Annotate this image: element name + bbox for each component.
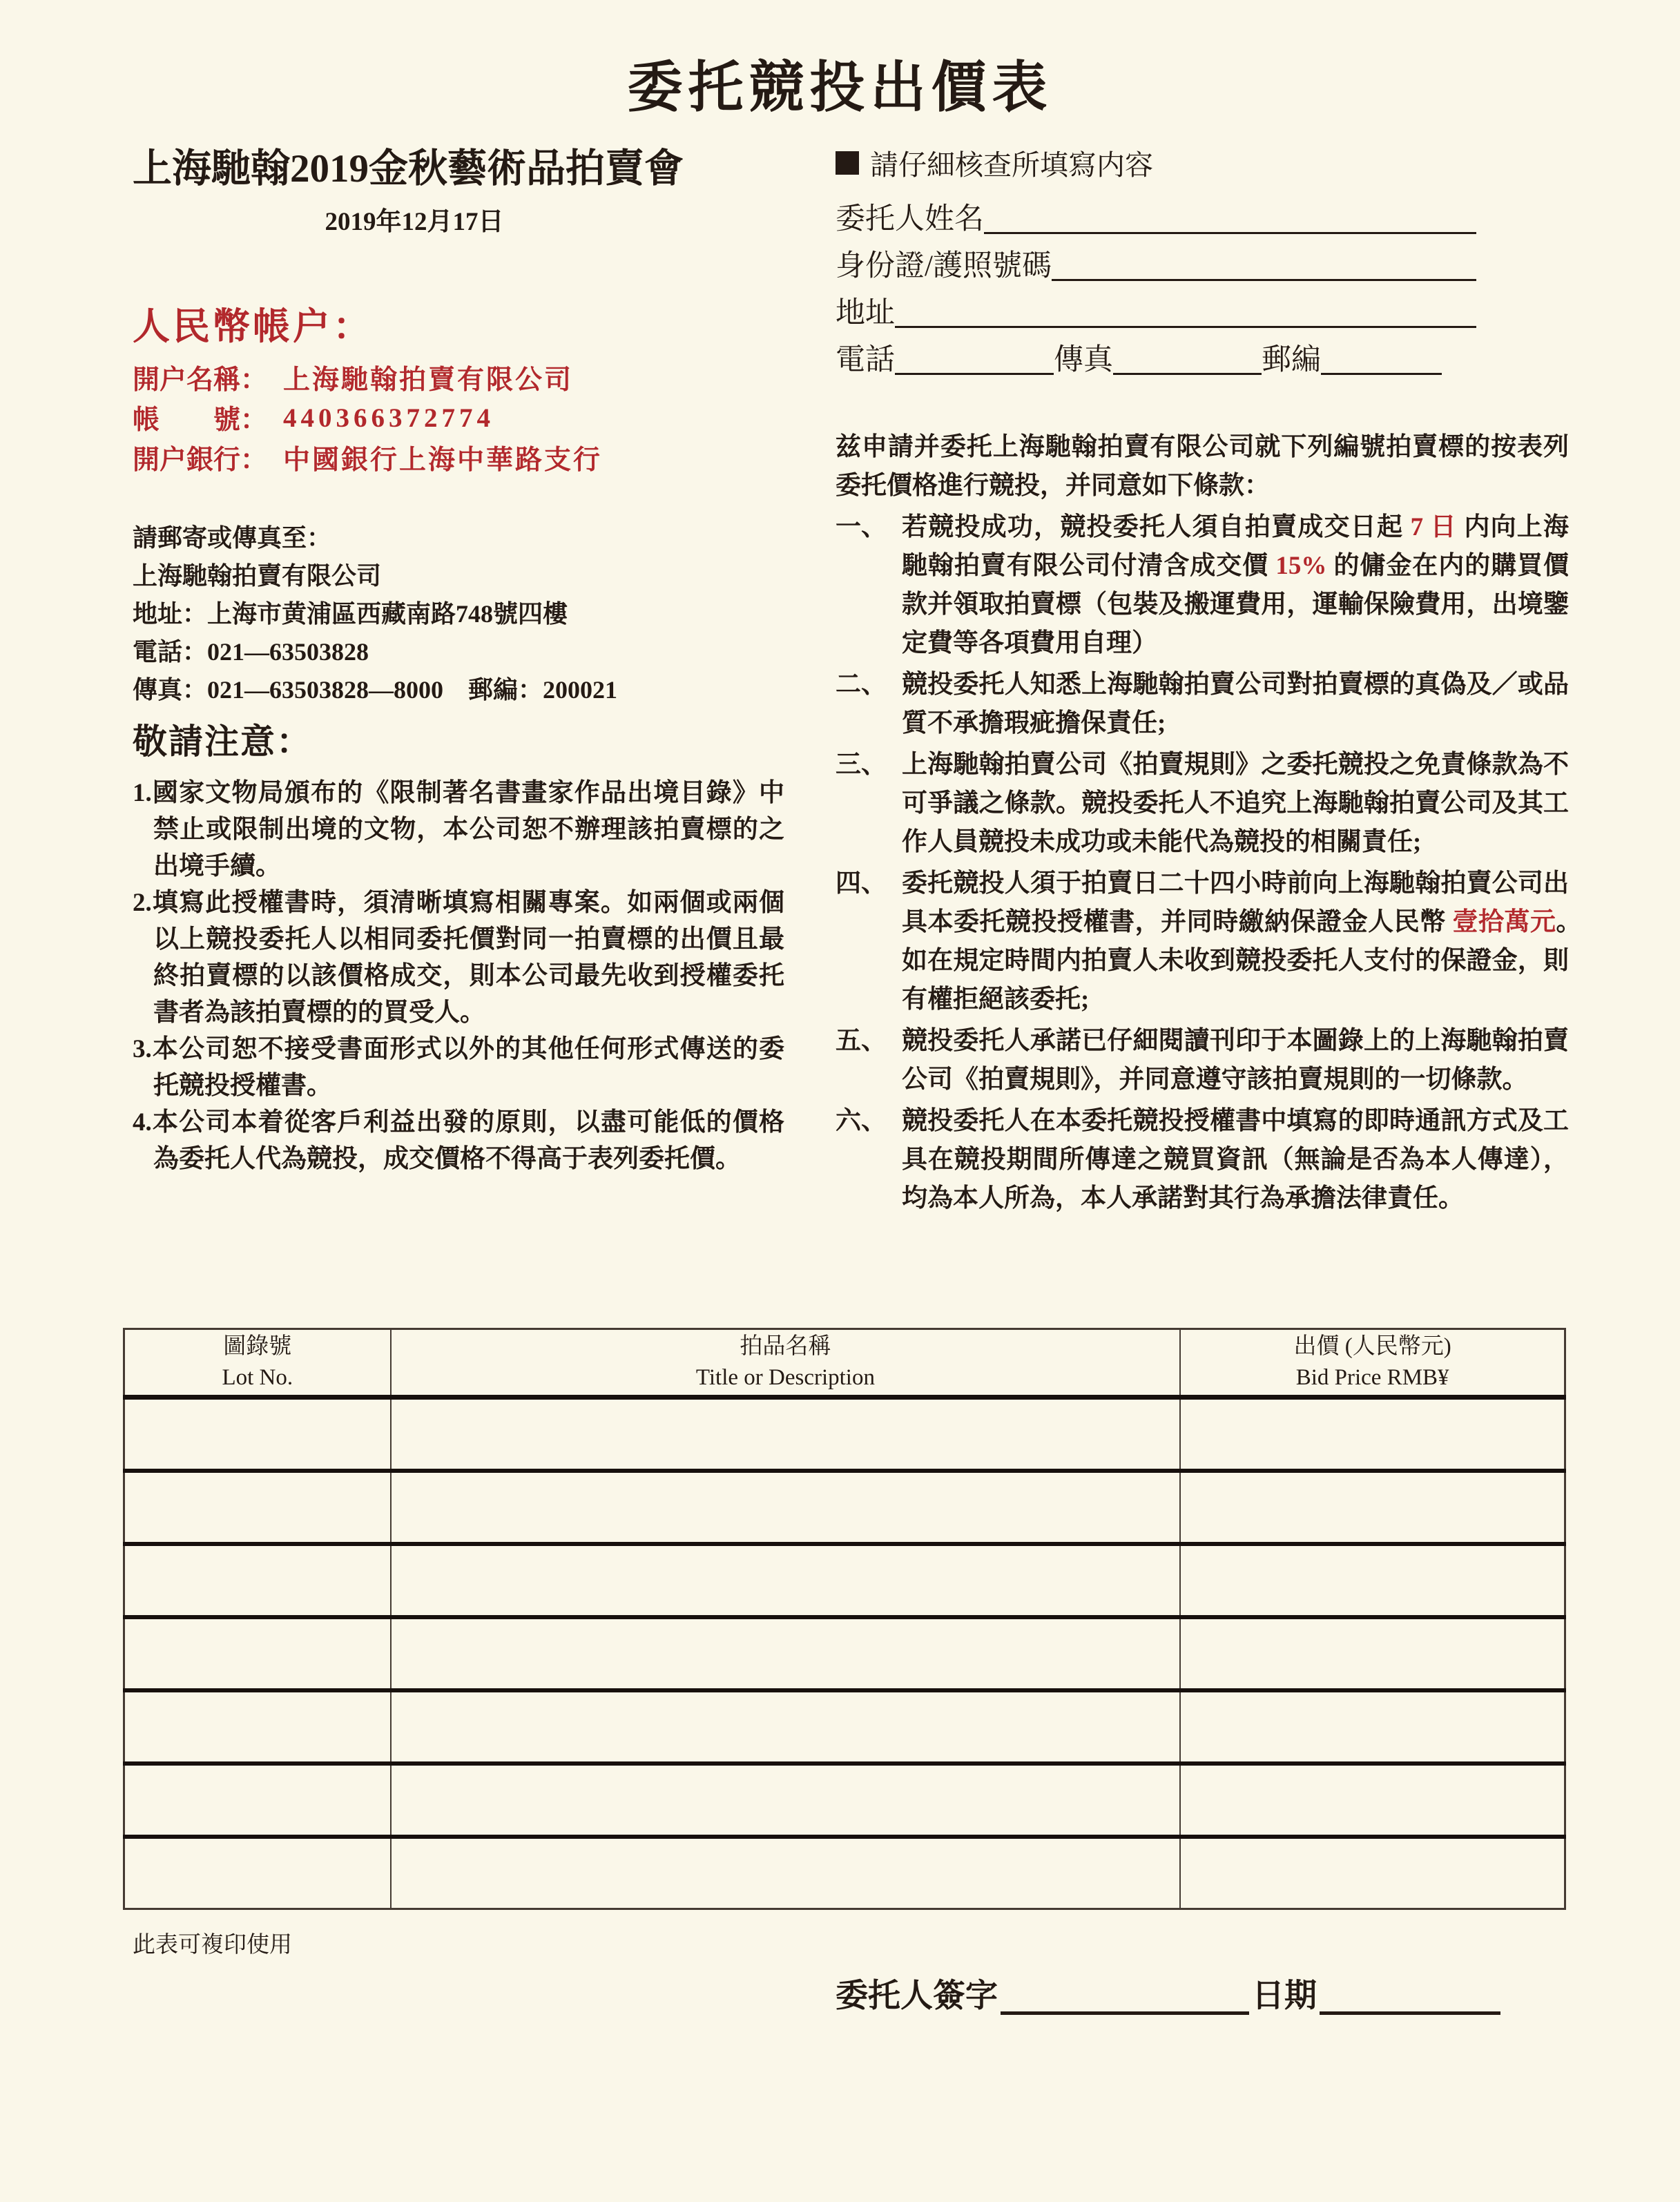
principal-name-blank[interactable] — [984, 225, 1476, 234]
bid-cell[interactable] — [391, 1837, 1181, 1909]
col-header-en: Title or Description — [695, 1365, 875, 1390]
bank-row — [133, 438, 602, 478]
clause-segment: 上海馳翰拍賣公司《拍賣規則》之委托競投之免責條款為不可爭議之條款。競投委托人不追究上海馳翰拍賣公司及其工作人員競投未成功或未能代為競投的相關責任; — [902, 751, 1569, 856]
clause-highlight: 壹拾萬元 — [1452, 908, 1556, 936]
bid-cell[interactable] — [391, 1690, 1181, 1764]
bid-table-row — [124, 1764, 1565, 1837]
signature-blank[interactable] — [1001, 2003, 1249, 2015]
address-row — [836, 283, 1476, 330]
bid-cell[interactable] — [1180, 1398, 1565, 1471]
bid-cell[interactable] — [124, 1837, 391, 1909]
bid-cell[interactable] — [1180, 1617, 1565, 1690]
bank-row-label: 開户銀行： — [133, 445, 268, 475]
bank-row — [133, 358, 602, 398]
col-header-en: Bid Price RMB¥ — [1295, 1365, 1449, 1390]
date-blank[interactable] — [1320, 2003, 1500, 2015]
auction-title: 上海馳翰2019金秋藝術品拍賣會 — [133, 147, 684, 191]
clause-text — [902, 508, 1569, 663]
bid-table-row — [124, 1837, 1565, 1909]
bank-row-value: 上海馳翰拍賣有限公司 — [283, 365, 574, 395]
clause-segment: 競投委托人知悉上海馳翰拍賣公司對拍賣標的真偽及／或品質不承擔瑕疵擔保責任; — [902, 670, 1569, 737]
mailing-line: 電話：021—63503828 — [133, 638, 369, 666]
mailing-line: 上海馳翰拍賣有限公司 — [133, 562, 382, 590]
clause-highlight: 7 日 — [1410, 513, 1457, 541]
bid-table-col-header-3 — [1180, 1329, 1565, 1398]
bid-cell[interactable] — [391, 1544, 1181, 1617]
clause-segment: 内向上海馳翰拍賣有限公司付清含成交價 — [902, 513, 1570, 580]
bid-cell[interactable] — [124, 1764, 391, 1837]
clause-highlight: 15% — [1275, 552, 1327, 580]
clause-text — [902, 1022, 1569, 1099]
signature-row — [836, 1979, 1503, 2015]
bid-cell[interactable] — [1180, 1764, 1565, 1837]
bid-table-row — [124, 1398, 1565, 1471]
bid-table-header-row — [124, 1329, 1565, 1398]
bid-cell[interactable] — [391, 1471, 1181, 1544]
address-label: 地址 — [836, 296, 895, 329]
clause-segment: 委托競投人須于拍賣日二十四小時前向上海馳翰拍賣公司出具本委托競投授權書，并同時繳納保證金人民幣 — [902, 869, 1569, 936]
bid-cell[interactable] — [1180, 1837, 1565, 1909]
bid-table-row — [124, 1544, 1565, 1617]
notice-list — [133, 775, 784, 1177]
clause-item — [836, 666, 1569, 743]
fax-blank[interactable] — [1113, 366, 1262, 375]
phone-fax-zip-row — [836, 330, 1476, 377]
bid-cell[interactable] — [124, 1690, 391, 1764]
notice-item: 1.國家文物局頒布的《限制著名書畫家作品出境目錄》中禁止或限制出境的文物，本公司恕不辦理該拍賣標的之出境手續。 — [133, 779, 784, 880]
clause-text — [902, 865, 1621, 1019]
id-passport-row — [836, 236, 1476, 283]
clause-item — [836, 746, 1569, 862]
bid-cell[interactable] — [391, 1617, 1181, 1690]
id-passport-blank[interactable] — [1052, 272, 1476, 281]
clause-number: 三、 — [836, 751, 887, 779]
bid-cell[interactable] — [124, 1544, 391, 1617]
bid-cell[interactable] — [391, 1398, 1181, 1471]
notice-item: 4.本公司本着從客戶利益出發的原則，以盡可能低的價格為委托人代為競投，成交價格不得高于表列委托價。 — [133, 1108, 784, 1173]
notice-item: 2.填寫此授權書時，須清晰填寫相關專案。如兩個或兩個以上競投委托人以相同委托價對同一拍賣標的出價且最終拍賣標的以該價格成交，則本公司最先收到授權委托書者為該拍賣標的的買受人。 — [133, 889, 784, 1027]
clause-segment: 競投委托人承諾已仔細閱讀刊印于本圖錄上的上海馳翰拍賣公司《拍賣規則》，并同意遵守該拍賣規則的一切條款。 — [902, 1027, 1569, 1094]
bank-row-label: 帳 號： — [133, 405, 268, 435]
clause-item — [836, 508, 1569, 663]
date-label: 日期 — [1252, 1978, 1317, 2014]
page-title: 委托競投出價表 — [627, 58, 1053, 119]
mailing-block — [133, 519, 617, 709]
clause-item — [836, 1102, 1569, 1218]
clause-segment: 。 如在規定時間内拍賣人未收到競投委托人支付的保證金，則有權拒絕該委托; — [902, 908, 1621, 1014]
bid-table-row — [124, 1471, 1565, 1544]
clause-list — [836, 508, 1621, 1218]
clause-segment: 競投委托人在本委托競投授權書中填寫的即時通訊方式及工具在競投期間所傳達之競買資訊（無論是否為本人傳達），均為本人所為，本人承諾對其行為承擔法律責任。 — [902, 1107, 1569, 1213]
mailing-line: 地址：上海市黄浦區西藏南路748號四樓 — [133, 600, 568, 628]
col-header-zh: 拍品名稱 — [740, 1334, 831, 1359]
bid-table-row — [124, 1617, 1565, 1690]
col-header-zh: 出價 (人民幣元) — [1293, 1334, 1451, 1359]
col-header-en: Lot No. — [222, 1365, 293, 1390]
clause-number: 六、 — [836, 1107, 887, 1135]
bid-cell[interactable] — [124, 1398, 391, 1471]
clause-item — [836, 1022, 1569, 1099]
bid-table-col-header-2 — [391, 1329, 1181, 1398]
copy-note: 此表可複印使用 — [133, 1933, 292, 1958]
principal-name-label: 委托人姓名 — [836, 202, 984, 235]
bid-table-row — [124, 1690, 1565, 1764]
bank-row-value: 440366372774 — [283, 403, 494, 433]
check-note-text: 請仔細核查所填寫内容 — [870, 149, 1153, 181]
bid-table-col-header-1 — [124, 1329, 391, 1398]
col-header-zh: 圖錄號 — [223, 1334, 292, 1359]
clause-number: 一、 — [836, 513, 887, 541]
black-square-icon — [836, 151, 859, 175]
clause-text — [902, 746, 1569, 862]
fax-label: 傳真 — [1054, 343, 1113, 376]
signature-label: 委托人簽字 — [836, 1978, 998, 2014]
agreement-intro: 兹申請并委托上海馳翰拍賣有限公司就下列編號拍賣標的按表列委托價格進行競投，并同意如下條款： — [836, 433, 1569, 500]
phone-label: 電話 — [836, 343, 895, 376]
bid-cell[interactable] — [124, 1471, 391, 1544]
bank-row-label: 開户名稱： — [133, 365, 268, 395]
bid-cell[interactable] — [391, 1764, 1181, 1837]
bid-cell[interactable] — [1180, 1471, 1565, 1544]
auction-date: 2019年12月17日 — [325, 208, 504, 236]
mailing-line: 傳真：021—63503828—8000 郵編：200021 — [133, 676, 618, 704]
principal-name-row — [836, 189, 1476, 236]
notice-item: 3.本公司恕不接受書面形式以外的其他任何形式傳送的委托競投授權書。 — [133, 1035, 784, 1100]
bid-table — [123, 1328, 1566, 1910]
clause-text — [902, 666, 1569, 743]
clause-text — [902, 1102, 1569, 1218]
address-blank[interactable] — [895, 319, 1476, 328]
rmb-account-details — [133, 358, 602, 478]
check-note — [836, 142, 1153, 183]
mailing-line: 請郵寄或傳真至： — [133, 524, 332, 552]
clause-number: 五、 — [836, 1027, 887, 1055]
clause-segment: 若競投成功，競投委托人須自拍賣成交日起 — [902, 513, 1411, 541]
clause-number: 二、 — [836, 670, 887, 699]
form-fields — [836, 189, 1476, 377]
id-passport-label: 身份證/護照號碼 — [836, 249, 1052, 282]
bid-cell[interactable] — [124, 1617, 391, 1690]
clause-number: 四、 — [836, 869, 887, 898]
bank-row-value: 中國銀行上海中華路支行 — [283, 445, 603, 475]
zip-blank[interactable] — [1321, 366, 1442, 375]
clause-item — [836, 865, 1621, 1019]
clause-segment: 的傭金在内的購買價款并領取拍賣標（包裝及搬運費用，運輸保險費用，出境鑒定費等各項費用自理） — [902, 552, 1569, 657]
rmb-account-heading: 人民幣帳户： — [133, 306, 373, 347]
bid-cell[interactable] — [1180, 1544, 1565, 1617]
zip-label: 郵編 — [1262, 343, 1321, 376]
bank-row — [133, 398, 602, 438]
notice-heading: 敬請注意： — [133, 722, 312, 761]
agreement-block — [836, 428, 1621, 1218]
phone-blank[interactable] — [895, 366, 1054, 375]
bid-cell[interactable] — [1180, 1690, 1565, 1764]
